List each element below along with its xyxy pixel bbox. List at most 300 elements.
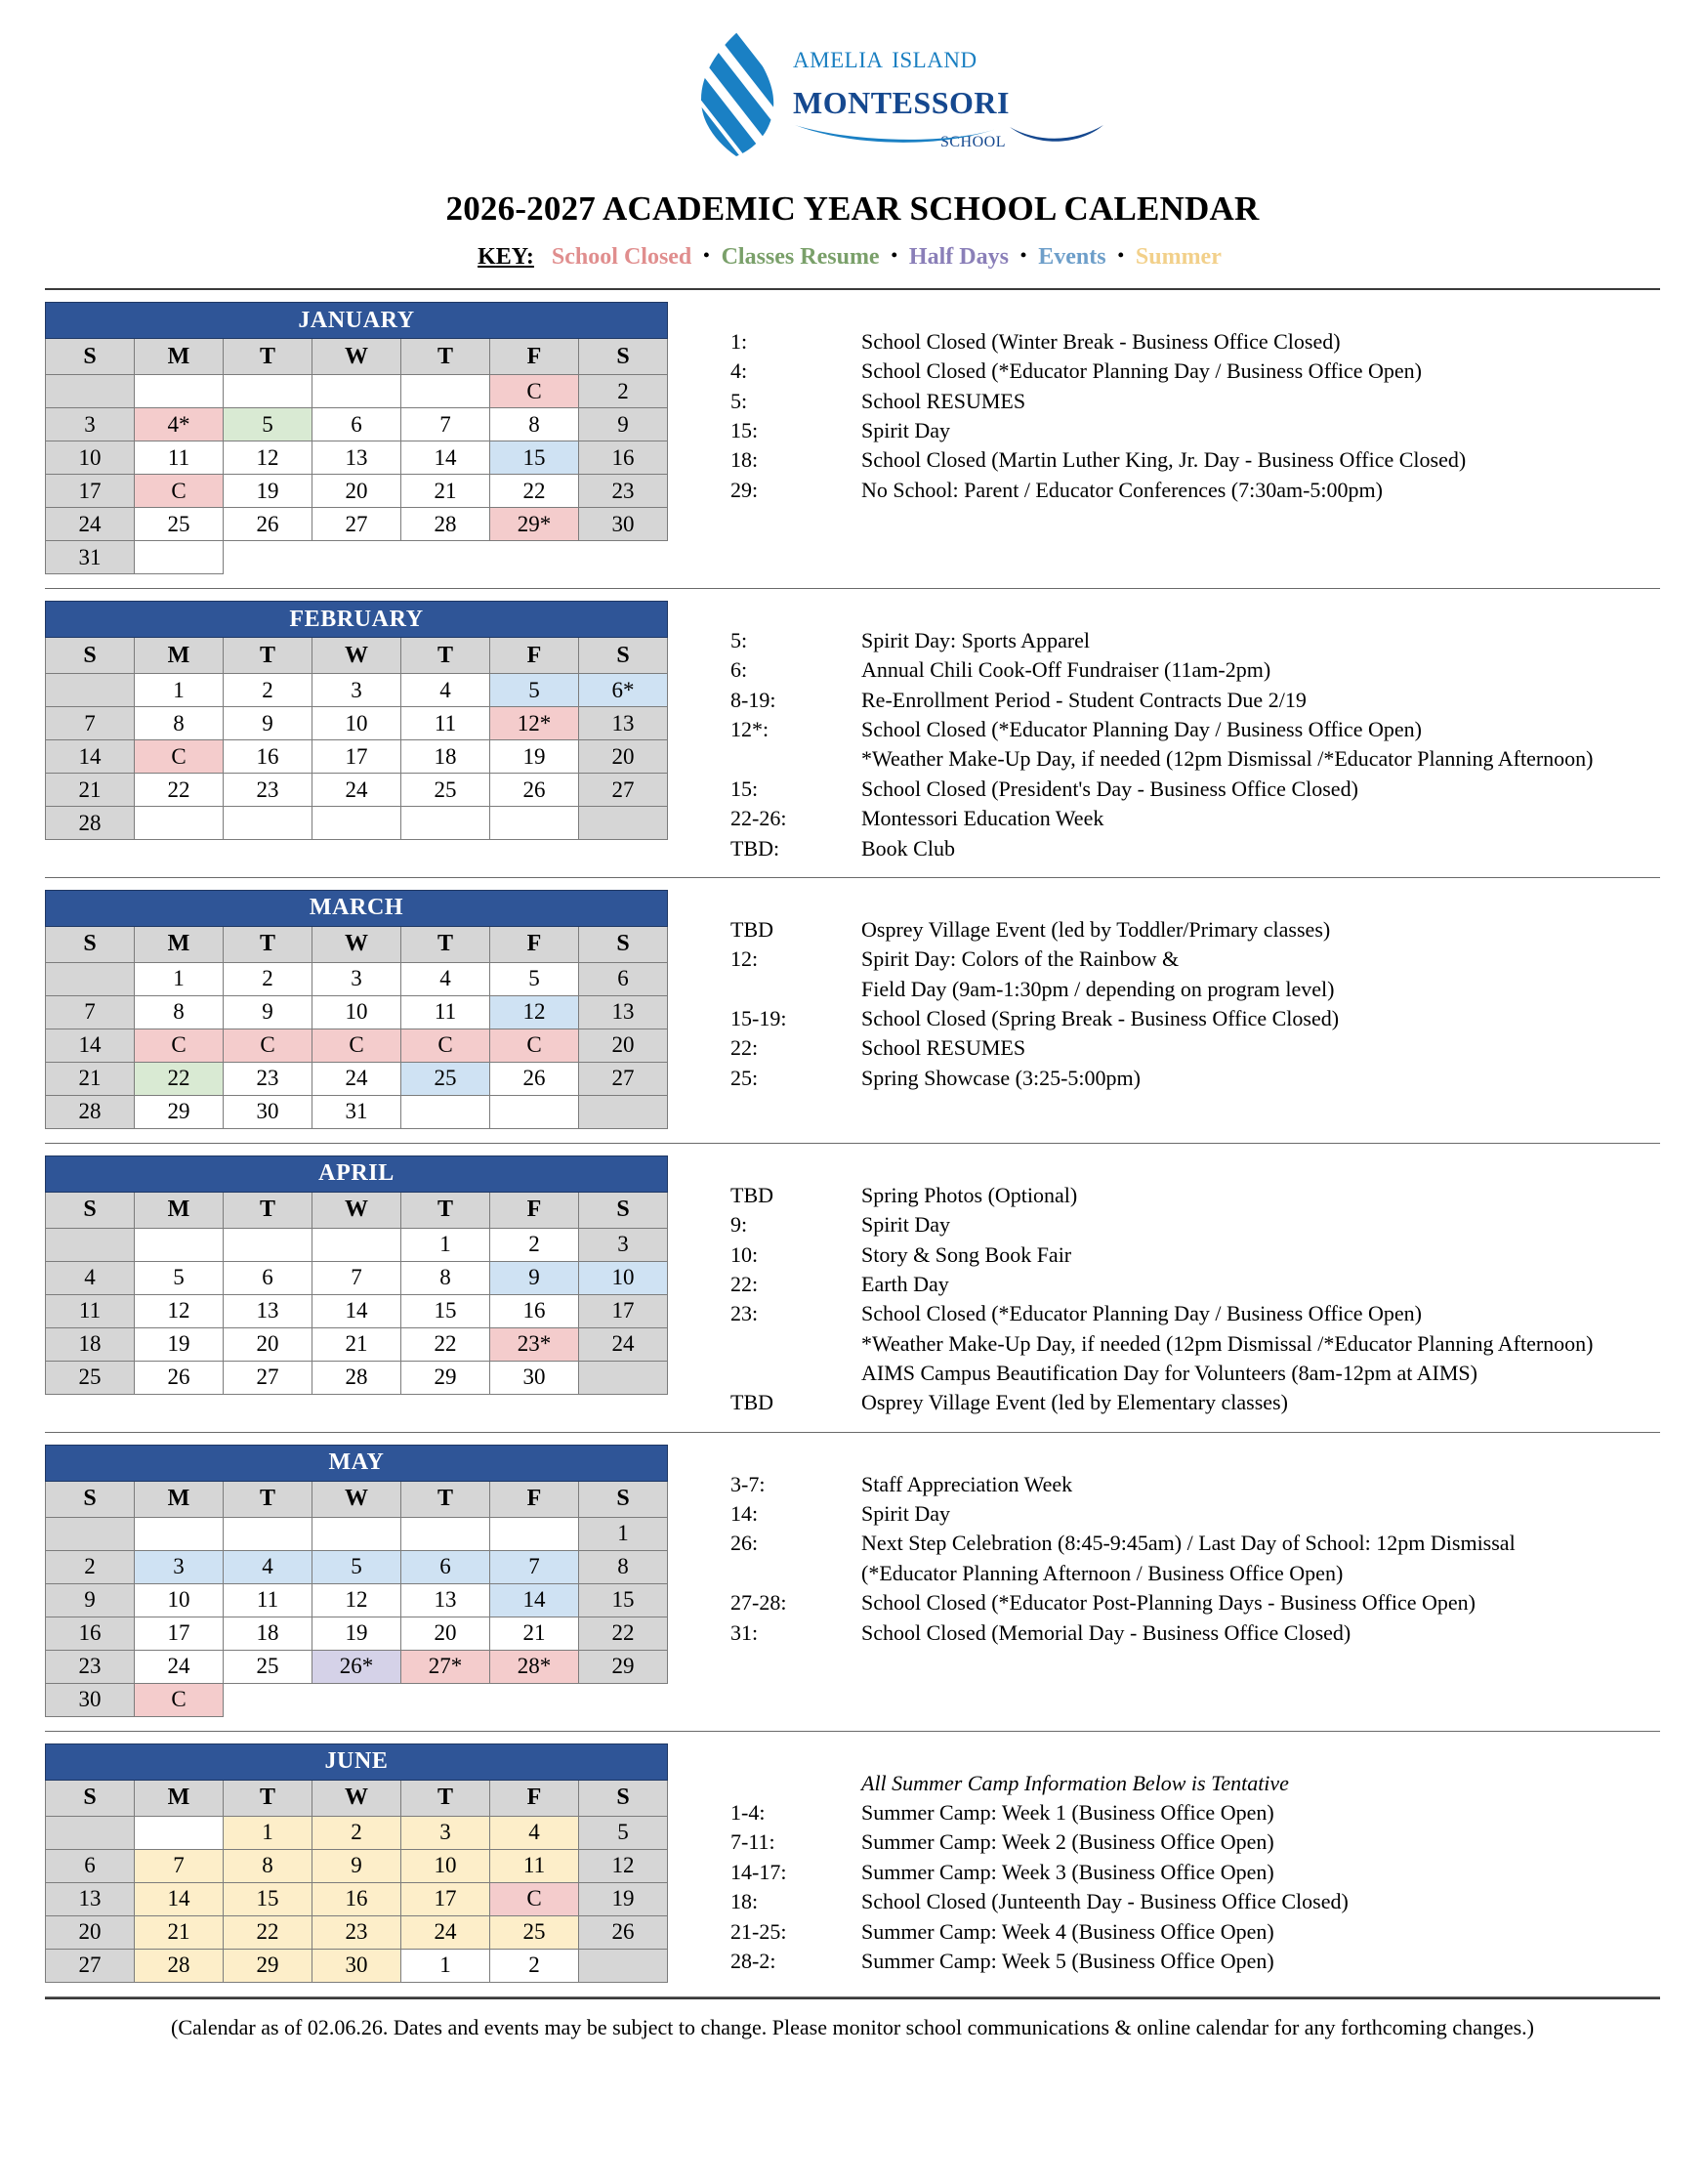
event-date: 22:	[730, 1035, 759, 1061]
legend-key	[45, 244, 1660, 271]
calendar-day-cell: 17	[46, 475, 135, 508]
calendar-week-row	[46, 1517, 668, 1550]
calendar-empty-cell	[401, 1517, 490, 1550]
calendar-day-cell: 4	[401, 674, 490, 707]
calendar-day-cell: 21	[135, 1915, 224, 1949]
event-description: Annual Chili Cook-Off Fundraiser (11am-2pm)	[861, 657, 1271, 683]
calendar-day-cell: 18	[224, 1617, 312, 1650]
calendar-empty-cell	[579, 1949, 668, 1982]
calendar-week-row	[46, 707, 668, 740]
calendar-day-cell: 14	[46, 740, 135, 774]
calendar-week-row	[46, 1228, 668, 1261]
event-row	[730, 655, 1660, 685]
calendar-day-cell: C	[490, 1882, 579, 1915]
events-list-april	[670, 1155, 1660, 1418]
calendar-day-cell: 28	[401, 508, 490, 541]
calendar-day-cell: 30	[579, 508, 668, 541]
calendar-day-cell: 24	[135, 1650, 224, 1683]
event-date: TBD	[730, 1182, 773, 1207]
day-of-week-header: S	[46, 1780, 135, 1816]
event-description: Summer Camp: Week 2 (Business Office Open)	[861, 1829, 1274, 1855]
event-row	[730, 775, 1660, 804]
calendar-day-cell: 8	[401, 1261, 490, 1294]
footer-note: (Calendar as of 02.06.26. Dates and events may be subject to change. Please monitor school communications & online calendar for any forthcoming changes.)	[171, 2014, 1534, 2039]
calendar-day-cell: 29	[401, 1361, 490, 1394]
calendar-empty-cell	[312, 1228, 401, 1261]
calendar-day-cell: 16	[490, 1294, 579, 1327]
event-row	[730, 1947, 1660, 1976]
event-row	[730, 1529, 1660, 1558]
calendar-day-cell: 26	[490, 1062, 579, 1095]
calendar-day-cell: 20	[579, 1029, 668, 1062]
event-description: Spirit Day	[861, 418, 951, 443]
event-row	[730, 975, 1660, 1004]
calendar-empty-cell	[579, 1095, 668, 1128]
event-date: 4:	[730, 358, 748, 384]
calendar-day-cell: 25	[401, 1062, 490, 1095]
calendar-day-cell: 15	[224, 1882, 312, 1915]
calendar-day-cell: 7	[490, 1550, 579, 1583]
calendar-day-cell: 13	[46, 1882, 135, 1915]
calendar-day-cell: 30	[490, 1361, 579, 1394]
day-of-week-header: T	[401, 1192, 490, 1228]
day-of-week-header: S	[579, 926, 668, 962]
calendar-week-row	[46, 1029, 668, 1062]
calendar-empty-cell	[46, 375, 135, 408]
calendar-empty-cell	[401, 541, 490, 574]
calendar-day-cell: 2	[46, 1550, 135, 1583]
event-date: 28-2:	[730, 1948, 776, 1973]
calendar-day-cell: 1	[135, 962, 224, 995]
day-of-week-header: T	[224, 638, 312, 674]
legend-separator-dot: •	[1019, 245, 1027, 265]
events-list-march	[670, 890, 1660, 1093]
event-row	[730, 1588, 1660, 1617]
calendar-day-cell: 9	[224, 995, 312, 1029]
calendar-day-cell: 16	[46, 1617, 135, 1650]
calendar-day-cell: 12	[312, 1583, 401, 1617]
calendar-week-row	[46, 807, 668, 840]
calendar-day-cell: 15	[579, 1583, 668, 1617]
calendar-table	[45, 1155, 668, 1395]
calendar-day-cell: 7	[46, 995, 135, 1029]
calendar-day-cell: 8	[579, 1550, 668, 1583]
event-date: 18:	[730, 447, 759, 473]
calendar-day-cell: 17	[135, 1617, 224, 1650]
calendar-day-cell: 13	[312, 441, 401, 475]
day-of-week-header: T	[224, 1780, 312, 1816]
calendar-day-cell: C	[135, 475, 224, 508]
calendar-day-cell: 27	[312, 508, 401, 541]
event-description: Osprey Village Event (led by Elementary classes)	[861, 1390, 1288, 1415]
calendar-day-cell: 8	[135, 707, 224, 740]
event-row	[730, 1499, 1660, 1529]
day-of-week-header: S	[579, 1780, 668, 1816]
day-of-week-header: S	[579, 1192, 668, 1228]
events-list-june	[670, 1743, 1660, 1977]
calendar-day-cell: 5	[490, 962, 579, 995]
calendar-day-cell: 28	[312, 1361, 401, 1394]
calendar-day-cell: 14	[46, 1029, 135, 1062]
calendar-day-cell: C	[135, 1683, 224, 1716]
event-row	[730, 357, 1660, 386]
calendar-day-cell: 27	[46, 1949, 135, 1982]
calendar-day-cell: 9	[46, 1583, 135, 1617]
logo-line-amelia-island: amelia island	[793, 39, 977, 75]
event-description: School Closed (Spring Break - Business Office Closed)	[861, 1005, 1340, 1030]
calendar-week-row	[46, 995, 668, 1029]
calendar-day-cell: 10	[46, 441, 135, 475]
calendar-empty-cell	[312, 375, 401, 408]
day-of-week-header: M	[135, 1192, 224, 1228]
day-of-week-header: S	[46, 1481, 135, 1517]
event-row	[730, 1559, 1660, 1588]
logo-line-school: school	[939, 126, 1006, 151]
calendar-day-cell: 5	[224, 408, 312, 441]
calendar-table	[45, 302, 668, 574]
calendar-day-cell: 13	[224, 1294, 312, 1327]
calendar-day-cell: 5	[312, 1550, 401, 1583]
calendar-day-cell: 22	[135, 1062, 224, 1095]
calendar-day-cell: 29*	[490, 508, 579, 541]
event-row	[730, 1033, 1660, 1063]
calendar-day-cell: 2	[224, 674, 312, 707]
month-title: MARCH	[46, 890, 668, 926]
day-of-week-header: F	[490, 339, 579, 375]
event-description: Next Step Celebration (8:45-9:45am) / Last Day of School: 12pm Dismissal	[861, 1531, 1516, 1556]
day-of-week-header: M	[135, 638, 224, 674]
calendar-day-cell: 13	[579, 707, 668, 740]
calendar-day-cell: 11	[401, 707, 490, 740]
events-list-may	[670, 1445, 1660, 1648]
calendar-day-cell: 23*	[490, 1327, 579, 1361]
calendar-day-cell: 23	[579, 475, 668, 508]
month-block-february	[45, 589, 1660, 863]
calendar-day-cell: 9	[224, 707, 312, 740]
event-description: School Closed (President's Day - Business Office Closed)	[861, 776, 1358, 801]
event-description: School Closed (Junteenth Day - Business Office Closed)	[861, 1889, 1349, 1914]
event-row	[730, 327, 1660, 357]
calendar-day-cell: 27	[224, 1361, 312, 1394]
day-of-week-header: F	[490, 926, 579, 962]
calendar-empty-cell	[312, 807, 401, 840]
calendar-empty-cell	[46, 962, 135, 995]
event-row	[730, 915, 1660, 945]
event-date: 8-19:	[730, 687, 776, 712]
calendar-empty-cell	[579, 807, 668, 840]
calendar-day-cell: 25	[401, 774, 490, 807]
calendar-grid-may	[45, 1445, 670, 1717]
day-of-week-header: M	[135, 339, 224, 375]
calendar-day-cell: 15	[490, 441, 579, 475]
legend-label: KEY:	[478, 244, 534, 270]
month-title: JANUARY	[46, 303, 668, 339]
logo-swoosh-icon	[793, 123, 1115, 151]
event-row	[730, 445, 1660, 475]
calendar-table	[45, 601, 668, 840]
event-description: Summer Camp: Week 3 (Business Office Open)	[861, 1859, 1274, 1884]
event-description: Summer Camp: Week 5 (Business Office Open)	[861, 1948, 1274, 1973]
calendar-empty-cell	[224, 1228, 312, 1261]
event-date: 14:	[730, 1501, 759, 1527]
calendar-empty-cell	[312, 1683, 401, 1716]
day-of-week-header: F	[490, 638, 579, 674]
event-description: School Closed (Winter Break - Business Office Closed)	[861, 329, 1341, 354]
calendar-empty-cell	[224, 1517, 312, 1550]
calendar-day-cell: 7	[401, 408, 490, 441]
calendar-empty-cell	[312, 1517, 401, 1550]
calendar-empty-cell	[579, 1683, 668, 1716]
logo-line-montessori: montessori	[793, 72, 1010, 123]
calendar-week-row	[46, 1327, 668, 1361]
calendar-day-cell: 31	[312, 1095, 401, 1128]
calendar-empty-cell	[135, 541, 224, 574]
calendar-day-cell: 26	[490, 774, 579, 807]
calendar-day-cell: 19	[490, 740, 579, 774]
calendar-day-cell: 21	[490, 1617, 579, 1650]
event-row	[730, 1887, 1660, 1916]
calendar-day-cell: 17	[312, 740, 401, 774]
calendar-day-cell: 9	[490, 1261, 579, 1294]
event-row	[730, 1181, 1660, 1210]
calendar-grid-march	[45, 890, 670, 1129]
calendar-day-cell: 22	[135, 774, 224, 807]
event-description: Spirit Day: Sports Apparel	[861, 628, 1091, 652]
event-date: 12*:	[730, 717, 769, 742]
event-date: 5:	[730, 628, 748, 652]
event-row	[730, 1064, 1660, 1093]
calendar-week-row	[46, 541, 668, 574]
calendar-empty-cell	[224, 375, 312, 408]
day-of-week-header: F	[490, 1481, 579, 1517]
event-row	[730, 476, 1660, 505]
calendar-day-cell: 4	[401, 962, 490, 995]
event-row	[730, 1329, 1660, 1359]
event-description: All Summer Camp Information Below is Tentative	[861, 1770, 1289, 1795]
calendar-day-cell: 18	[401, 740, 490, 774]
day-of-week-header: F	[490, 1192, 579, 1228]
calendar-day-cell: 1	[135, 674, 224, 707]
calendar-week-row	[46, 774, 668, 807]
calendar-day-cell: 21	[46, 1062, 135, 1095]
event-date: 25:	[730, 1065, 759, 1090]
calendar-day-cell: 20	[46, 1915, 135, 1949]
calendar-day-cell: 9	[579, 408, 668, 441]
calendar-day-cell: 16	[224, 740, 312, 774]
calendar-day-cell: 3	[46, 408, 135, 441]
months-container	[45, 290, 1660, 1997]
legend-separator-dot: •	[703, 245, 710, 265]
calendar-day-cell: 16	[312, 1882, 401, 1915]
calendar-day-cell: 7	[135, 1849, 224, 1882]
event-description: Spring Photos (Optional)	[861, 1182, 1078, 1207]
calendar-week-row	[46, 1650, 668, 1683]
event-row	[730, 387, 1660, 416]
day-of-week-header: T	[401, 1481, 490, 1517]
day-of-week-header: W	[312, 1192, 401, 1228]
calendar-day-cell: 6*	[579, 674, 668, 707]
calendar-day-cell: 24	[312, 774, 401, 807]
calendar-day-cell: 23	[46, 1650, 135, 1683]
calendar-week-row	[46, 1816, 668, 1849]
logo-mark-icon	[695, 29, 779, 158]
calendar-empty-cell	[490, 807, 579, 840]
calendar-day-cell: 6	[46, 1849, 135, 1882]
event-description: Osprey Village Event (led by Toddler/Primary classes)	[861, 916, 1331, 942]
calendar-day-cell: 30	[312, 1949, 401, 1982]
calendar-empty-cell	[401, 1683, 490, 1716]
calendar-day-cell: 28	[46, 807, 135, 840]
calendar-empty-cell	[401, 1095, 490, 1128]
calendar-day-cell: 4*	[135, 408, 224, 441]
month-block-may	[45, 1433, 1660, 1717]
day-of-week-header: S	[46, 926, 135, 962]
calendar-day-cell: 10	[312, 995, 401, 1029]
day-of-week-header: M	[135, 926, 224, 962]
event-row	[730, 1618, 1660, 1648]
calendar-empty-cell	[135, 1816, 224, 1849]
calendar-week-row	[46, 1062, 668, 1095]
calendar-table	[45, 890, 668, 1129]
calendar-week-row	[46, 1095, 668, 1128]
event-description: School Closed (*Educator Post-Planning Days - Business Office Open)	[861, 1590, 1476, 1616]
event-description: Montessori Education Week	[861, 806, 1104, 831]
calendar-day-cell: 27*	[401, 1650, 490, 1683]
calendar-day-cell: 23	[224, 1062, 312, 1095]
calendar-grid-june	[45, 1743, 670, 1983]
day-of-week-header: S	[579, 339, 668, 375]
event-date: 1:	[730, 329, 748, 354]
calendar-day-cell: 6	[579, 962, 668, 995]
school-logo	[45, 0, 1660, 151]
calendar-empty-cell	[46, 1816, 135, 1849]
event-date: 15:	[730, 418, 759, 443]
calendar-day-cell: 8	[224, 1849, 312, 1882]
calendar-day-cell: 11	[401, 995, 490, 1029]
calendar-week-row	[46, 1949, 668, 1982]
calendar-day-cell: 21	[312, 1327, 401, 1361]
day-of-week-header: W	[312, 339, 401, 375]
calendar-day-cell: 2	[579, 375, 668, 408]
calendar-day-cell: 6	[312, 408, 401, 441]
month-block-june	[45, 1732, 1660, 1983]
event-row	[730, 1798, 1660, 1827]
event-date: TBD	[730, 1390, 773, 1415]
event-row	[730, 945, 1660, 974]
calendar-day-cell: 7	[312, 1261, 401, 1294]
event-date: 23:	[730, 1301, 759, 1326]
calendar-day-cell: 12*	[490, 707, 579, 740]
calendar-day-cell: 25	[135, 508, 224, 541]
calendar-day-cell: 25	[224, 1650, 312, 1683]
calendar-day-cell: 12	[135, 1294, 224, 1327]
day-of-week-header: S	[46, 1192, 135, 1228]
calendar-day-cell: 29	[135, 1095, 224, 1128]
calendar-day-cell: 19	[312, 1617, 401, 1650]
calendar-day-cell: 19	[224, 475, 312, 508]
event-row	[730, 715, 1660, 744]
calendar-day-cell: C	[135, 740, 224, 774]
calendar-week-row	[46, 740, 668, 774]
calendar-empty-cell	[135, 1228, 224, 1261]
day-of-week-header: T	[401, 339, 490, 375]
day-of-week-header: S	[579, 1481, 668, 1517]
event-row	[730, 1240, 1660, 1270]
calendar-week-row	[46, 1583, 668, 1617]
calendar-day-cell: 12	[224, 441, 312, 475]
calendar-day-cell: C	[312, 1029, 401, 1062]
event-description: Summer Camp: Week 1 (Business Office Open)	[861, 1800, 1274, 1826]
calendar-day-cell: 11	[46, 1294, 135, 1327]
month-block-april	[45, 1144, 1660, 1418]
day-of-week-header: T	[401, 638, 490, 674]
calendar-day-cell: 25	[46, 1361, 135, 1394]
calendar-day-cell: 4	[224, 1550, 312, 1583]
calendar-day-cell: 1	[224, 1816, 312, 1849]
calendar-day-cell: 24	[312, 1062, 401, 1095]
calendar-day-cell: 30	[224, 1095, 312, 1128]
legend-item-classes-resume: Classes Resume	[721, 244, 880, 270]
calendar-day-cell: 2	[490, 1949, 579, 1982]
calendar-day-cell: 22	[579, 1617, 668, 1650]
calendar-day-cell: 29	[579, 1650, 668, 1683]
calendar-week-row	[46, 1617, 668, 1650]
calendar-day-cell: 24	[579, 1327, 668, 1361]
event-description: Re-Enrollment Period - Student Contracts Due 2/19	[861, 687, 1307, 712]
event-row	[730, 416, 1660, 445]
calendar-empty-cell	[224, 807, 312, 840]
event-description: School Closed (*Educator Planning Day / Business Office Open)	[861, 1301, 1422, 1326]
day-of-week-header: T	[224, 926, 312, 962]
calendar-day-cell: 10	[579, 1261, 668, 1294]
calendar-day-cell: 25	[490, 1915, 579, 1949]
calendar-empty-cell	[312, 541, 401, 574]
day-of-week-header: T	[224, 339, 312, 375]
calendar-day-cell: 21	[46, 774, 135, 807]
calendar-empty-cell	[46, 674, 135, 707]
event-description: Summer Camp: Week 4 (Business Office Open)	[861, 1918, 1274, 1944]
event-description: No School: Parent / Educator Conferences (7:30am-5:00pm)	[861, 477, 1383, 502]
calendar-week-row	[46, 475, 668, 508]
calendar-day-cell: 8	[490, 408, 579, 441]
calendar-day-cell: 24	[401, 1915, 490, 1949]
calendar-table	[45, 1743, 668, 1983]
calendar-week-row	[46, 1550, 668, 1583]
day-of-week-header: S	[46, 638, 135, 674]
month-title: FEBRUARY	[46, 602, 668, 638]
legend-item-events: Events	[1038, 244, 1106, 270]
event-row	[730, 1004, 1660, 1033]
calendar-day-cell: 14	[135, 1882, 224, 1915]
calendar-day-cell: 22	[401, 1327, 490, 1361]
calendar-day-cell: C	[490, 375, 579, 408]
calendar-empty-cell	[490, 1517, 579, 1550]
calendar-day-cell: 5	[135, 1261, 224, 1294]
event-row	[730, 834, 1660, 863]
calendar-week-row	[46, 674, 668, 707]
event-description: AIMS Campus Beautification Day for Volunteers (8am-12pm at AIMS)	[861, 1361, 1477, 1386]
month-block-march	[45, 878, 1660, 1129]
calendar-day-cell: 3	[135, 1550, 224, 1583]
calendar-week-row	[46, 441, 668, 475]
calendar-day-cell: 14	[312, 1294, 401, 1327]
day-of-week-header: F	[490, 1780, 579, 1816]
event-date: 12:	[730, 946, 759, 972]
event-row	[730, 686, 1660, 715]
calendar-day-cell: 5	[490, 674, 579, 707]
calendar-day-cell: 22	[224, 1915, 312, 1949]
calendar-empty-cell	[490, 1683, 579, 1716]
